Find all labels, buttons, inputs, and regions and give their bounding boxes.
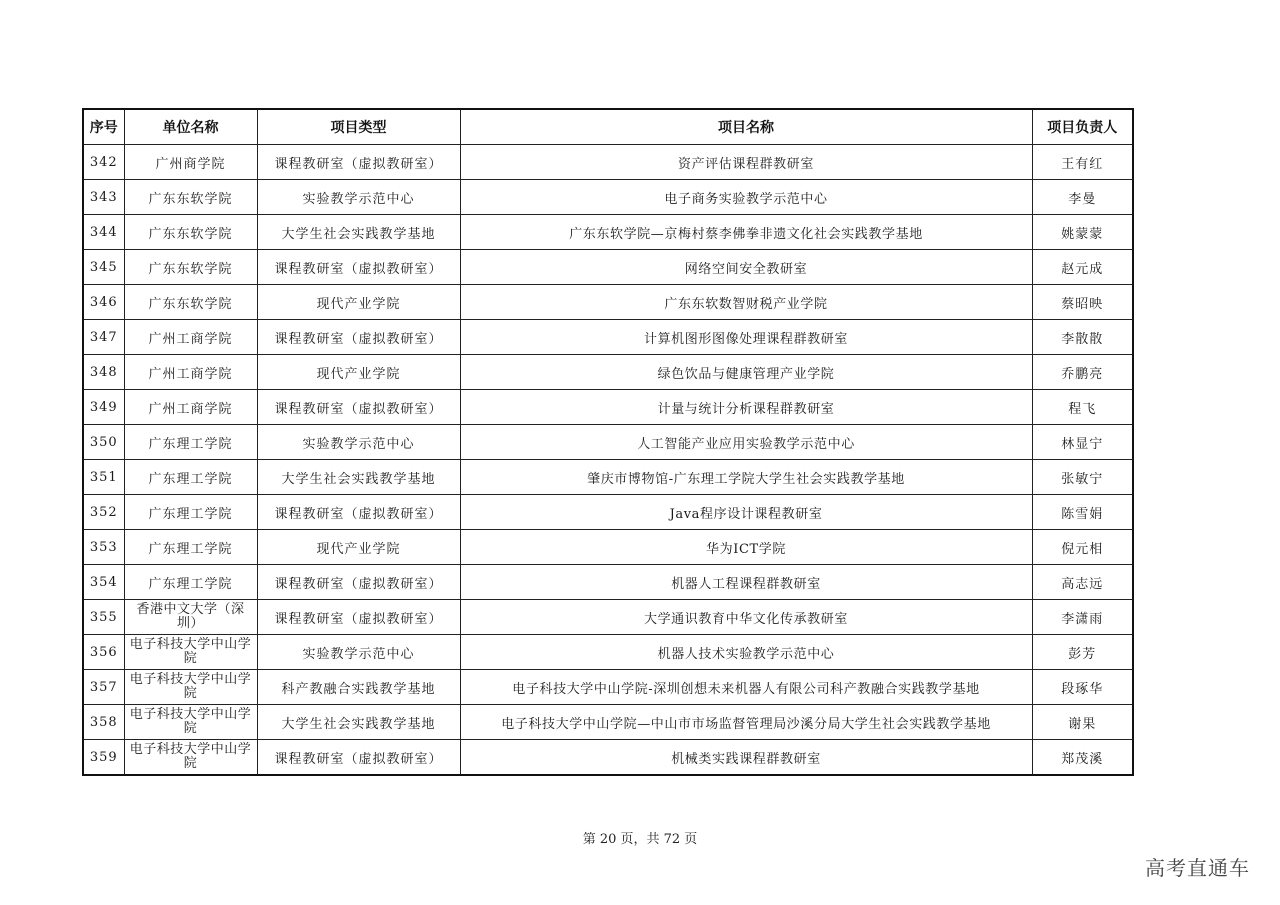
cell-serial: 343 (83, 180, 124, 215)
cell-project-name: 机器人技术实验教学示范中心 (460, 635, 1032, 670)
cell-serial: 355 (83, 600, 124, 635)
cell-unit-name: 广东理工学院 (124, 460, 257, 495)
cell-serial: 349 (83, 390, 124, 425)
table-row (83, 530, 1133, 565)
cell-project-name: 广东东软数智财税产业学院 (460, 285, 1032, 320)
table-row (83, 740, 1133, 776)
cell-project-name: 大学通识教育中华文化传承教研室 (460, 600, 1032, 635)
cell-serial: 348 (83, 355, 124, 390)
header-serial: 序号 (83, 109, 124, 145)
cell-unit-name: 电子科技大学中山学院 (124, 705, 257, 740)
cell-project-type: 现代产业学院 (257, 285, 460, 320)
cell-project-name: 肇庆市博物馆-广东理工学院大学生社会实践教学基地 (460, 460, 1032, 495)
cell-project-type: 课程教研室（虚拟教研室） (257, 565, 460, 600)
cell-project-name: 广东东软学院—京梅村蔡李佛拳非遗文化社会实践教学基地 (460, 215, 1032, 250)
table-row (83, 320, 1133, 355)
table-row (83, 180, 1133, 215)
table-row (83, 705, 1133, 740)
cell-unit-name: 广州工商学院 (124, 390, 257, 425)
cell-project-type: 课程教研室（虚拟教研室） (257, 740, 460, 776)
cell-project-leader: 张敏宁 (1032, 460, 1133, 495)
cell-unit-name: 广东东软学院 (124, 180, 257, 215)
cell-unit-name: 广东东软学院 (124, 215, 257, 250)
cell-project-type: 课程教研室（虚拟教研室） (257, 250, 460, 285)
watermark-logo-text: 高考直通车 (1145, 856, 1250, 880)
table-row (83, 390, 1133, 425)
cell-unit-name: 广东理工学院 (124, 530, 257, 565)
cell-unit-name: 广东理工学院 (124, 565, 257, 600)
cell-project-type: 课程教研室（虚拟教研室） (257, 320, 460, 355)
cell-serial: 352 (83, 495, 124, 530)
table-row (83, 460, 1133, 495)
cell-project-name: 计算机图形图像处理课程群教研室 (460, 320, 1032, 355)
cell-project-name: 资产评估课程群教研室 (460, 145, 1032, 180)
cell-unit-name: 广东东软学院 (124, 250, 257, 285)
cell-serial: 353 (83, 530, 124, 565)
cell-project-type: 课程教研室（虚拟教研室） (257, 600, 460, 635)
cell-project-leader: 段琢华 (1032, 670, 1133, 705)
cell-project-leader: 倪元相 (1032, 530, 1133, 565)
cell-project-leader: 李散散 (1032, 320, 1133, 355)
cell-project-name: 电子科技大学中山学院-深圳创想未来机器人有限公司科产教融合实践教学基地 (460, 670, 1032, 705)
cell-project-leader: 李曼 (1032, 180, 1133, 215)
cell-project-leader: 乔鹏亮 (1032, 355, 1133, 390)
cell-unit-name: 广州工商学院 (124, 320, 257, 355)
cell-unit-name: 电子科技大学中山学院 (124, 740, 257, 776)
cell-project-leader: 彭芳 (1032, 635, 1133, 670)
page-number: 第 20 页，共 72 页 (582, 832, 698, 847)
cell-project-type: 大学生社会实践教学基地 (257, 215, 460, 250)
table-row (83, 565, 1133, 600)
header-project-type: 项目类型 (257, 109, 460, 145)
cell-serial: 351 (83, 460, 124, 495)
table-header-row (83, 109, 1133, 145)
cell-project-name: 电子商务实验教学示范中心 (460, 180, 1032, 215)
cell-unit-name: 广州商学院 (124, 145, 257, 180)
cell-serial: 350 (83, 425, 124, 460)
cell-serial: 345 (83, 250, 124, 285)
cell-project-leader: 姚蒙蒙 (1032, 215, 1133, 250)
cell-serial: 347 (83, 320, 124, 355)
table-row (83, 600, 1133, 635)
cell-project-leader: 蔡昭映 (1032, 285, 1133, 320)
project-table (82, 108, 1134, 776)
cell-unit-name: 广东理工学院 (124, 495, 257, 530)
cell-serial: 359 (83, 740, 124, 776)
table-row (83, 145, 1133, 180)
cell-project-name: 绿色饮品与健康管理产业学院 (460, 355, 1032, 390)
table-row (83, 285, 1133, 320)
cell-project-type: 大学生社会实践教学基地 (257, 705, 460, 740)
cell-project-leader: 赵元成 (1032, 250, 1133, 285)
cell-project-type: 课程教研室（虚拟教研室） (257, 495, 460, 530)
table-row (83, 425, 1133, 460)
cell-project-type: 现代产业学院 (257, 355, 460, 390)
cell-serial: 354 (83, 565, 124, 600)
header-project-leader: 项目负责人 (1032, 109, 1133, 145)
cell-unit-name: 广州工商学院 (124, 355, 257, 390)
cell-project-leader: 高志远 (1032, 565, 1133, 600)
header-unit-name: 单位名称 (124, 109, 257, 145)
cell-project-type: 实验教学示范中心 (257, 180, 460, 215)
cell-unit-name: 电子科技大学中山学院 (124, 635, 257, 670)
cell-project-name: 计量与统计分析课程群教研室 (460, 390, 1032, 425)
cell-unit-name: 广东理工学院 (124, 425, 257, 460)
cell-project-type: 课程教研室（虚拟教研室） (257, 145, 460, 180)
cell-project-leader: 林显宁 (1032, 425, 1133, 460)
cell-unit-name: 广东东软学院 (124, 285, 257, 320)
cell-project-leader: 陈雪娟 (1032, 495, 1133, 530)
cell-project-type: 大学生社会实践教学基地 (257, 460, 460, 495)
cell-project-type: 科产教融合实践教学基地 (257, 670, 460, 705)
cell-project-type: 实验教学示范中心 (257, 635, 460, 670)
cell-project-leader: 程飞 (1032, 390, 1133, 425)
cell-serial: 342 (83, 145, 124, 180)
cell-project-type: 实验教学示范中心 (257, 425, 460, 460)
cell-project-name: 电子科技大学中山学院—中山市市场监督管理局沙溪分局大学生社会实践教学基地 (460, 705, 1032, 740)
table-row (83, 250, 1133, 285)
cell-project-leader: 李潇雨 (1032, 600, 1133, 635)
table-body (83, 145, 1133, 776)
cell-unit-name: 香港中文大学（深圳） (124, 600, 257, 635)
cell-project-name: 网络空间安全教研室 (460, 250, 1032, 285)
table-row (83, 670, 1133, 705)
table-row (83, 355, 1133, 390)
cell-project-type: 课程教研室（虚拟教研室） (257, 390, 460, 425)
cell-project-leader: 王有红 (1032, 145, 1133, 180)
cell-project-name: 人工智能产业应用实验教学示范中心 (460, 425, 1032, 460)
cell-unit-name: 电子科技大学中山学院 (124, 670, 257, 705)
cell-project-leader: 谢果 (1032, 705, 1133, 740)
cell-serial: 357 (83, 670, 124, 705)
table-row (83, 635, 1133, 670)
cell-project-type: 现代产业学院 (257, 530, 460, 565)
table-row (83, 215, 1133, 250)
cell-serial: 344 (83, 215, 124, 250)
cell-project-name: 机器人工程课程群教研室 (460, 565, 1032, 600)
cell-serial: 346 (83, 285, 124, 320)
cell-project-leader: 郑茂溪 (1032, 740, 1133, 776)
table-row (83, 495, 1133, 530)
cell-project-name: 机械类实践课程群教研室 (460, 740, 1032, 776)
cell-project-name: Java程序设计课程教研室 (460, 495, 1032, 530)
header-project-name: 项目名称 (460, 109, 1032, 145)
cell-serial: 358 (83, 705, 124, 740)
cell-serial: 356 (83, 635, 124, 670)
cell-project-name: 华为ICT学院 (460, 530, 1032, 565)
